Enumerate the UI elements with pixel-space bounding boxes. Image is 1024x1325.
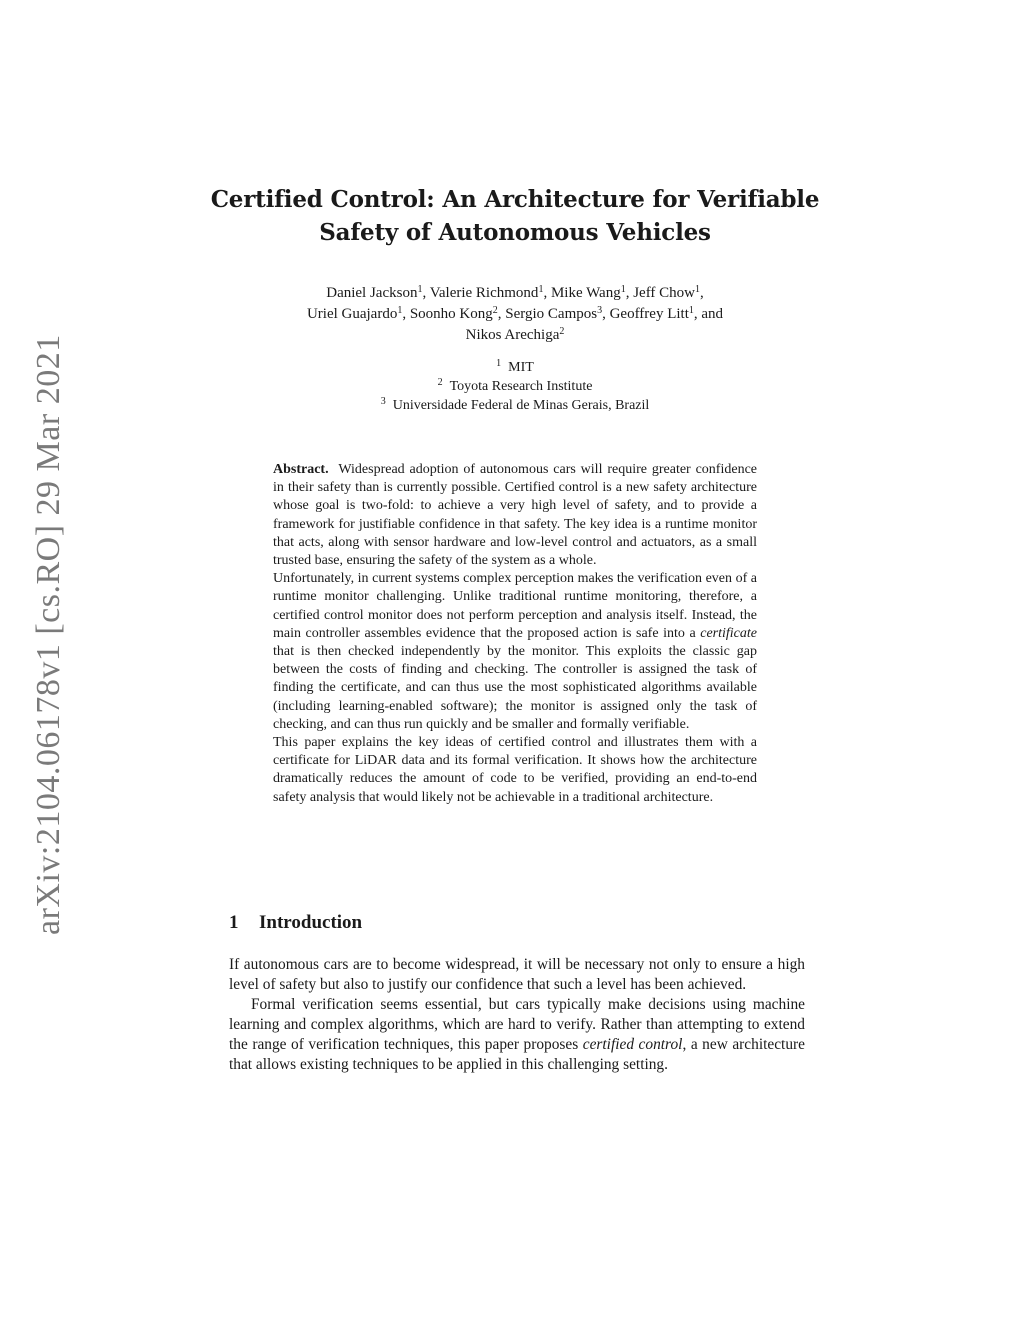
intro-paragraph-1: If autonomous cars are to become widespread, it will be necessary not only to ensure a high level of safety but also to justify our confidence that such a level has been achieved. bbox=[229, 956, 805, 993]
author-line-3 bbox=[200, 325, 830, 346]
affiliation-name: MIT bbox=[508, 360, 534, 375]
abstract-label: Abstract. bbox=[273, 462, 329, 477]
author-name: Mike Wang bbox=[550, 285, 621, 301]
intro-text: Formal verification seems essential, but cars typically make decisions using machine learning and complex algorithms, which are hard to verify. Rather than attempting to extend the range of verification techniques, this paper proposes bbox=[229, 995, 805, 1053]
author-list bbox=[200, 283, 830, 346]
author-name: Geoffrey Litt bbox=[609, 306, 689, 322]
section-heading bbox=[229, 912, 362, 934]
section-number: 1 bbox=[229, 912, 239, 933]
author-name: Soonho Kong bbox=[409, 306, 493, 322]
affiliation-name: Universidade Federal de Minas Gerais, Brazil bbox=[392, 398, 650, 413]
author-line-1: Daniel Jackson$^1$, Valerie Richmond$^1$, Mike Wang$^1$, Jeff Chow$^1$, bbox=[326, 284, 704, 301]
author-affil-mark: 1 bbox=[620, 284, 626, 295]
arxiv-identifier: arXiv:2104.06178v1 [cs.RO] 29 Mar 2021 bbox=[30, 334, 67, 935]
abstract-paragraph-1 bbox=[273, 461, 757, 570]
abstract bbox=[273, 461, 757, 807]
affiliation-list bbox=[200, 358, 830, 415]
section-title: Introduction bbox=[259, 912, 363, 933]
abstract-paragraph-3: This paper explains the key ideas of certified control and illustrates them with a certificate for LiDAR data and its formal verification. It shows how the architecture dramatically reduces the amount of code to be verified, providing an end-to-end safety analysis that would likely not be achievable in a traditional architecture. bbox=[273, 735, 757, 805]
author-affil-mark: 1 bbox=[695, 284, 701, 295]
abstract-text: that is then checked independently by the monitor. This exploits the classic gap between the costs of finding and checking. The controller is assigned the task of finding the certificate, and can thus use the most sophisticated algorithms available (including learning-enabled software); the monitor is assigned only the task of checking, and can thus run quickly and be smaller and formally verifiable. bbox=[273, 644, 757, 732]
affiliation-item bbox=[200, 396, 830, 415]
author-name: Nikos Arechiga bbox=[465, 327, 560, 343]
author-affil-mark: 3 bbox=[597, 305, 603, 316]
intro-emphasis: certified control bbox=[582, 1035, 683, 1053]
author-name: Daniel Jackson bbox=[326, 285, 418, 301]
abstract-paragraph-2 bbox=[273, 570, 757, 734]
author-affil-mark: 1 bbox=[417, 284, 423, 295]
author-affil-mark: 1 bbox=[688, 305, 694, 316]
author-affil-mark: 2 bbox=[492, 305, 498, 316]
author-affil-mark: 1 bbox=[397, 305, 403, 316]
author-conjunction: and bbox=[701, 306, 724, 322]
title-line-1: Certified Control: An Architecture for Verifiable bbox=[210, 186, 820, 213]
author-name: Uriel Guajardo bbox=[306, 306, 398, 322]
affiliation-number: 2 bbox=[437, 377, 443, 388]
intro-text: , a new architecture that allows existing techniques to be applied in this challenging setting. bbox=[229, 1035, 805, 1073]
author-affil-mark: 2 bbox=[559, 326, 565, 337]
abstract-text: Unfortunately, in current systems complex perception makes the verification even of a runtime monitor challenging. Unlike traditional runtime monitoring, therefore, a certified control monitor does not perform perception and analysis itself. Instead, the main controller assembles evidence that the proposed action is safe into a bbox=[273, 571, 757, 641]
author-name: Valerie Richmond bbox=[429, 285, 539, 301]
affiliation-item bbox=[200, 358, 830, 377]
intro-paragraph-2 bbox=[229, 995, 805, 1075]
author-affil-mark: 1 bbox=[538, 284, 544, 295]
abstract-emphasis: certificate bbox=[700, 625, 758, 641]
author-line-2: Uriel Guajardo$^1$, Soonho Kong$^2$, Sergio Campos$^3$, Geoffrey Litt$^1$, and bbox=[306, 305, 724, 322]
affiliation-item bbox=[200, 377, 830, 396]
paper-title bbox=[200, 183, 830, 249]
author-name: Jeff Chow bbox=[633, 285, 696, 301]
affiliation-number: 1 bbox=[496, 358, 502, 369]
title-line-2: Safety of Autonomous Vehicles bbox=[319, 219, 711, 246]
author-name: Sergio Campos bbox=[505, 306, 598, 322]
introduction-body bbox=[229, 955, 805, 1074]
affiliation-number: 3 bbox=[380, 396, 386, 407]
abstract-text: Widespread adoption of autonomous cars will require greater confidence in their safety than is currently possible. Certified control is a new safety architecture whose goal is two-fold: to achieve a very high level of safety, and to provide a framework for justifiable confidence in that safety. The key idea is a runtime monitor that acts, along with sensor hardware and low-level control and actuators, as a small trusted base, ensuring the safety of the system as a whole. bbox=[273, 462, 758, 569]
affiliation-name: Toyota Research Institute bbox=[449, 379, 593, 394]
